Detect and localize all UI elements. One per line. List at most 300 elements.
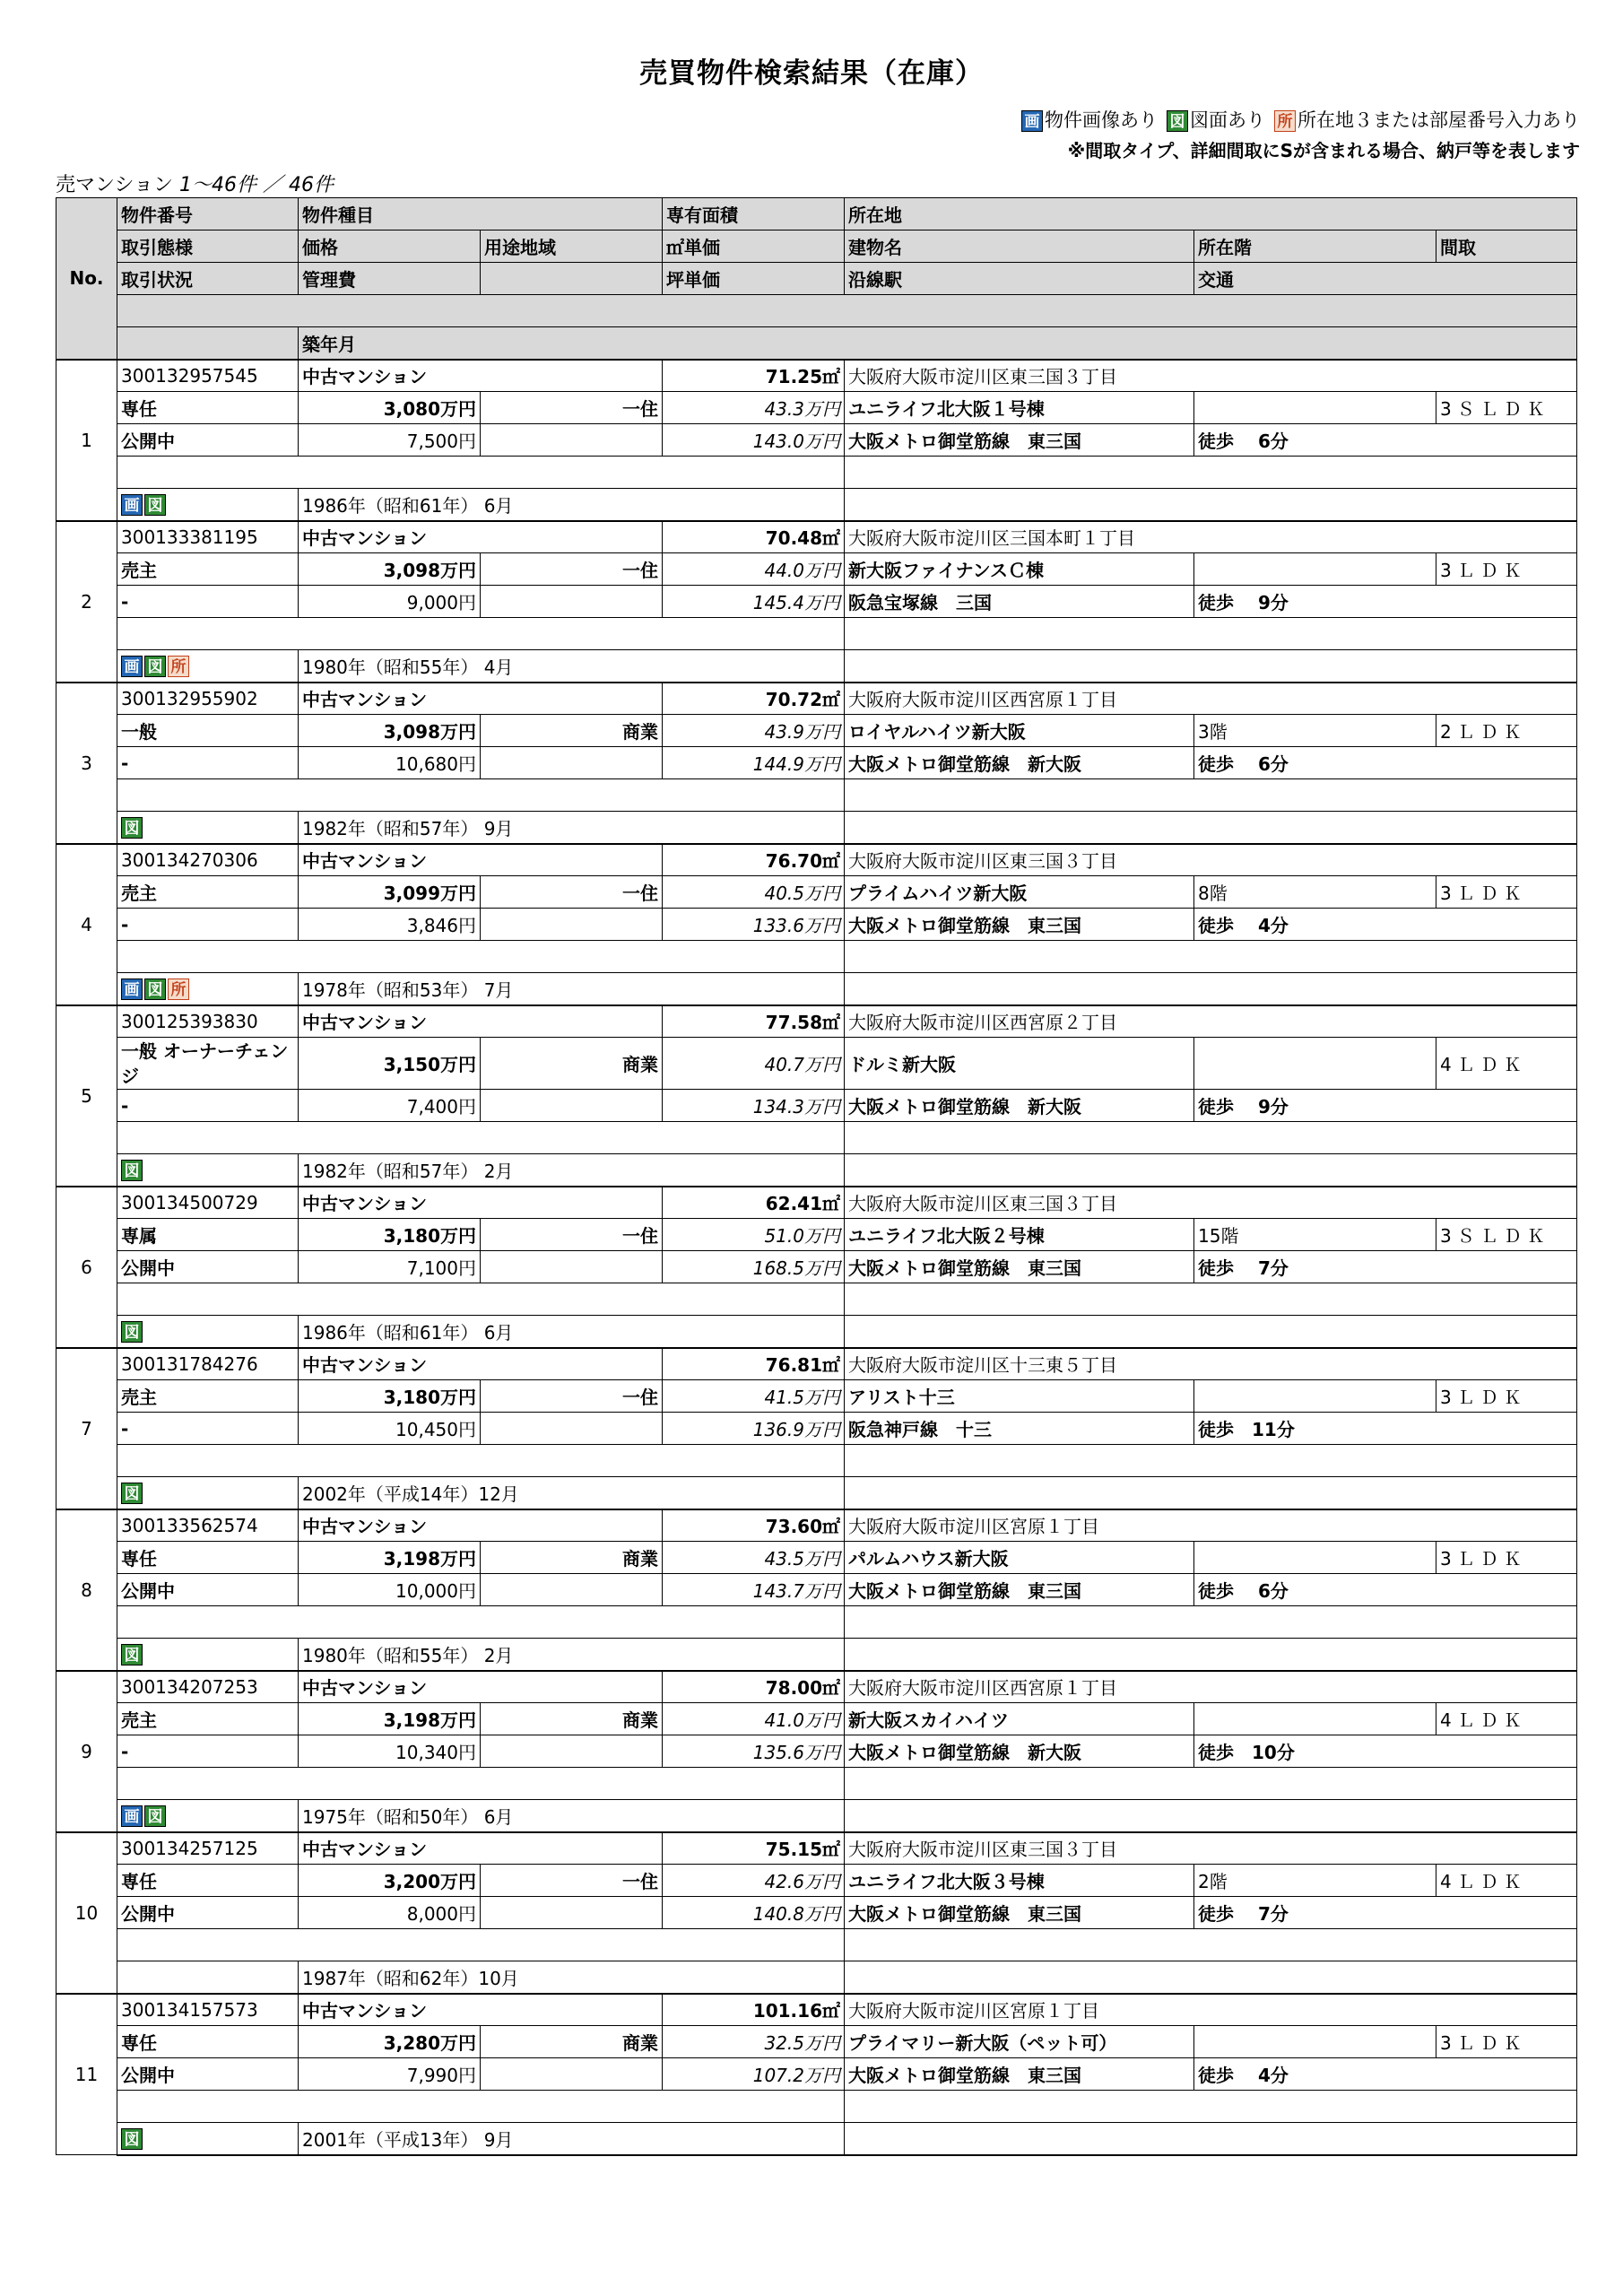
listing-zone: 商業: [481, 1542, 663, 1574]
listing-unit-m2: 43.9万円: [663, 715, 845, 747]
photo-badge-icon: 画: [121, 494, 143, 516]
listing-fee: 7,400円: [299, 1090, 481, 1122]
location-badge-icon: 所: [168, 978, 189, 1000]
listing-fee: 7,500円: [299, 424, 481, 457]
listing-row: [56, 618, 1577, 650]
listing-price: 3,099万円: [299, 876, 481, 909]
listing-built: 1978年（昭和53年） 7月: [299, 973, 845, 1005]
listing-row: [56, 521, 1577, 553]
count-range: 1〜46件 ／ 46件: [179, 174, 334, 196]
listing-badges: [117, 973, 299, 1005]
listing-floor: [1194, 553, 1436, 586]
listing-blank-left: [117, 1122, 845, 1154]
listing-layout: 3ＬＤＫ: [1436, 1380, 1577, 1413]
listing-blank-right: [845, 812, 1577, 844]
listing-blank: [481, 424, 663, 457]
listing-unit-m2: 41.0万円: [663, 1703, 845, 1735]
listing-id: 300132957545: [117, 360, 299, 392]
results-table: [56, 197, 1577, 2156]
listing-layout: 3ＬＤＫ: [1436, 553, 1577, 586]
header-layout: 間取: [1436, 230, 1577, 263]
listing-row: [56, 489, 1577, 521]
listing-access: 徒歩 6分: [1194, 747, 1577, 779]
listing-built: 2002年（平成14年）12月: [299, 1477, 845, 1509]
listing-price: 3,280万円: [299, 2026, 481, 2058]
listing-blank-right: [845, 973, 1577, 1005]
listing-deal: 売主: [117, 553, 299, 586]
listing-unit-tsubo: 143.0万円: [663, 424, 845, 457]
header-deal: 取引態様: [117, 230, 299, 263]
listing-row: [56, 1122, 1577, 1154]
listing-blank-right: [845, 1606, 1577, 1639]
listing-blank: [481, 2058, 663, 2091]
header-building: 建物名: [845, 230, 1194, 263]
listing-unit-tsubo: 143.7万円: [663, 1574, 845, 1606]
listing-id: 300134257125: [117, 1832, 299, 1865]
listing-floor: [1194, 1038, 1436, 1090]
header-fee: 管理費: [299, 263, 481, 295]
listing-building: 新大阪スカイハイツ: [845, 1703, 1194, 1735]
listing-address: 大阪府大阪市淀川区宮原１丁目: [845, 1509, 1577, 1542]
header-address: 所在地: [845, 198, 1577, 230]
listing-line-station: 大阪メトロ御堂筋線 東三国: [845, 1897, 1194, 1929]
page-title: 売買物件検索結果（在庫）: [639, 57, 984, 90]
header-status: 取引状況: [117, 263, 299, 295]
floorplan-badge-icon: 図: [121, 1644, 143, 1665]
listing-price: 3,198万円: [299, 1703, 481, 1735]
header-unit-tsubo: 坪単価: [663, 263, 845, 295]
listing-line-station: 大阪メトロ御堂筋線 新大阪: [845, 1090, 1194, 1122]
listing-area: 71.25㎡: [663, 360, 845, 392]
listing-row: [56, 1445, 1577, 1477]
listing-row: [56, 1348, 1577, 1380]
listing-area: 101.16㎡: [663, 1994, 845, 2026]
header-row-4: [56, 295, 1577, 327]
listing-blank: [481, 1251, 663, 1283]
listing-blank-right: [845, 1477, 1577, 1509]
listing-built: 1982年（昭和57年） 9月: [299, 812, 845, 844]
listing-unit-tsubo: 133.6万円: [663, 909, 845, 941]
listing-row: [56, 1038, 1577, 1090]
listing-row: [56, 715, 1577, 747]
listing-price: 3,180万円: [299, 1380, 481, 1413]
listing-blank-right: [845, 489, 1577, 521]
floorplan-badge-icon: 図: [144, 494, 166, 516]
listing-unit-m2: 32.5万円: [663, 2026, 845, 2058]
listing-status: -: [117, 747, 299, 779]
result-count: [56, 170, 334, 197]
listing-area: 70.48㎡: [663, 521, 845, 553]
listing-no: 3: [56, 683, 117, 844]
listing-id: 300133562574: [117, 1509, 299, 1542]
listing-row: [56, 553, 1577, 586]
listing-address: 大阪府大阪市淀川区東三国３丁目: [845, 1832, 1577, 1865]
listing-kind: 中古マンション: [299, 1994, 663, 2026]
listing-no: 4: [56, 844, 117, 1005]
listing-id: 300125393830: [117, 1005, 299, 1038]
listing-built: 1986年（昭和61年） 6月: [299, 1316, 845, 1348]
listing-blank-left: [117, 1445, 845, 1477]
listing-unit-m2: 43.3万円: [663, 392, 845, 424]
floorplan-badge-icon: 図: [144, 978, 166, 1000]
listing-price: 3,200万円: [299, 1865, 481, 1897]
listing-row: [56, 1154, 1577, 1187]
listing-built: 1975年（昭和50年） 6月: [299, 1800, 845, 1832]
listing-blank: [481, 586, 663, 618]
listing-blank-left: [117, 1283, 845, 1316]
listing-blank-right: [845, 1768, 1577, 1800]
listing-deal: 売主: [117, 876, 299, 909]
listing-unit-m2: 41.5万円: [663, 1380, 845, 1413]
listing-status: 公開中: [117, 1574, 299, 1606]
listing-deal: 専任: [117, 392, 299, 424]
listing-address: 大阪府大阪市淀川区東三国３丁目: [845, 360, 1577, 392]
header-blank: [481, 263, 663, 295]
listing-no: 2: [56, 521, 117, 683]
listing-unit-m2: 44.0万円: [663, 553, 845, 586]
legend: [1021, 106, 1580, 133]
listing-kind: 中古マンション: [299, 360, 663, 392]
listing-status: -: [117, 1413, 299, 1445]
listing-price: 3,150万円: [299, 1038, 481, 1090]
listing-deal: 一般: [117, 715, 299, 747]
listing-no: 8: [56, 1509, 117, 1671]
listing-zone: 商業: [481, 2026, 663, 2058]
listing-row: [56, 812, 1577, 844]
listing-zone: 一住: [481, 1865, 663, 1897]
listing-badges: [117, 1477, 299, 1509]
listing-status: 公開中: [117, 1897, 299, 1929]
listing-deal: 専任: [117, 1865, 299, 1897]
listing-status: -: [117, 1090, 299, 1122]
listing-blank-right: [845, 941, 1577, 973]
listing-building: プライマリー新大阪（ペット可）: [845, 2026, 1194, 2058]
listing-line-station: 大阪メトロ御堂筋線 東三国: [845, 909, 1194, 941]
listing-building: 新大阪ファイナンスＣ棟: [845, 553, 1194, 586]
listing-line-station: 阪急宝塚線 三国: [845, 586, 1194, 618]
listing-access: 徒歩 4分: [1194, 909, 1577, 941]
listing-unit-m2: 40.7万円: [663, 1038, 845, 1090]
listing-address: 大阪府大阪市淀川区三国本町１丁目: [845, 521, 1577, 553]
listing-address: 大阪府大阪市淀川区宮原１丁目: [845, 1994, 1577, 2026]
header-price: 価格: [299, 230, 481, 263]
listing-badges: [117, 1316, 299, 1348]
listing-access: 徒歩 9分: [1194, 1090, 1577, 1122]
floorplan-badge-icon: 図: [121, 2128, 143, 2150]
listing-price: 3,098万円: [299, 715, 481, 747]
listing-fee: 3,846円: [299, 909, 481, 941]
listing-unit-m2: 42.6万円: [663, 1865, 845, 1897]
listing-deal: 専任: [117, 2026, 299, 2058]
listing-row: [56, 424, 1577, 457]
listing-row: [56, 973, 1577, 1005]
listing-building: プライムハイツ新大阪: [845, 876, 1194, 909]
listing-built: 1980年（昭和55年） 2月: [299, 1639, 845, 1671]
listing-fee: 10,000円: [299, 1574, 481, 1606]
listing-kind: 中古マンション: [299, 1187, 663, 1219]
listing-layout: 3ＳＬＤＫ: [1436, 392, 1577, 424]
listing-access: 徒歩 6分: [1194, 424, 1577, 457]
listing-fee: 7,100円: [299, 1251, 481, 1283]
listing-line-station: 大阪メトロ御堂筋線 東三国: [845, 2058, 1194, 2091]
listing-no: 7: [56, 1348, 117, 1509]
listing-row: [56, 1574, 1577, 1606]
listing-price: 3,098万円: [299, 553, 481, 586]
results-body: [56, 360, 1577, 2155]
listing-row: [56, 2058, 1577, 2091]
listing-building: パルムハウス新大阪: [845, 1542, 1194, 1574]
legend-location-label: 所在地３または部屋番号入力あり: [1298, 109, 1580, 131]
header-row-3: [56, 263, 1577, 295]
listing-floor: 15階: [1194, 1219, 1436, 1251]
listing-access: 徒歩 7分: [1194, 1897, 1577, 1929]
listing-floor: 2階: [1194, 1865, 1436, 1897]
listing-no: 5: [56, 1005, 117, 1187]
listing-address: 大阪府大阪市淀川区十三東５丁目: [845, 1348, 1577, 1380]
listing-row: [56, 1961, 1577, 1994]
listing-building: ユニライフ北大阪３号棟: [845, 1865, 1194, 1897]
listing-building: ユニライフ北大阪１号棟: [845, 392, 1194, 424]
listing-layout: 4ＬＤＫ: [1436, 1865, 1577, 1897]
listing-line-station: 大阪メトロ御堂筋線 東三国: [845, 1574, 1194, 1606]
listing-blank: [481, 1090, 663, 1122]
listing-row: [56, 1477, 1577, 1509]
listing-access: 徒歩 11分: [1194, 1413, 1577, 1445]
listing-blank-right: [845, 457, 1577, 489]
listing-floor: [1194, 392, 1436, 424]
listing-layout: 4ＬＤＫ: [1436, 1703, 1577, 1735]
header-id: 物件番号: [117, 198, 299, 230]
listing-blank-right: [845, 1445, 1577, 1477]
listing-kind: 中古マンション: [299, 1509, 663, 1542]
listing-status: -: [117, 586, 299, 618]
listing-price: 3,198万円: [299, 1542, 481, 1574]
listing-status: 公開中: [117, 2058, 299, 2091]
listing-access: 徒歩 7分: [1194, 1251, 1577, 1283]
layout-note: ※間取タイプ、詳細間取にSが含まれる場合、納戸等を表します: [1067, 140, 1580, 161]
photo-badge-icon: 画: [1021, 110, 1043, 132]
listing-kind: 中古マンション: [299, 1832, 663, 1865]
listing-blank-left: [117, 2091, 845, 2123]
listing-blank-left: [117, 1929, 845, 1961]
listing-row: [56, 1187, 1577, 1219]
listing-row: [56, 844, 1577, 876]
listing-zone: 一住: [481, 876, 663, 909]
listing-blank-left: [117, 779, 845, 812]
listing-area: 76.81㎡: [663, 1348, 845, 1380]
listing-address: 大阪府大阪市淀川区東三国３丁目: [845, 1187, 1577, 1219]
listing-built: 1980年（昭和55年） 4月: [299, 650, 845, 683]
listing-blank-right: [845, 2091, 1577, 2123]
header-blank-row: [117, 295, 1577, 327]
listing-blank-right: [845, 779, 1577, 812]
listing-building: アリスト十三: [845, 1380, 1194, 1413]
listing-address: 大阪府大阪市淀川区西宮原１丁目: [845, 683, 1577, 715]
listing-line-station: 大阪メトロ御堂筋線 東三国: [845, 424, 1194, 457]
listing-blank: [481, 1897, 663, 1929]
legend-image-label: 物件画像あり: [1045, 109, 1158, 131]
listing-area: 70.72㎡: [663, 683, 845, 715]
listing-kind: 中古マンション: [299, 683, 663, 715]
listing-address: 大阪府大阪市淀川区東三国３丁目: [845, 844, 1577, 876]
photo-badge-icon: 画: [121, 1805, 143, 1827]
listing-blank: [481, 747, 663, 779]
listing-unit-tsubo: 145.4万円: [663, 586, 845, 618]
listing-blank-right: [845, 1929, 1577, 1961]
listing-building: ユニライフ北大阪２号棟: [845, 1219, 1194, 1251]
listing-unit-tsubo: 135.6万円: [663, 1735, 845, 1768]
listing-deal: 売主: [117, 1380, 299, 1413]
listing-row: [56, 1800, 1577, 1832]
listing-row: [56, 1219, 1577, 1251]
listing-badges: [117, 812, 299, 844]
listing-status: -: [117, 1735, 299, 1768]
location-badge-icon: 所: [168, 656, 189, 677]
listing-zone: 一住: [481, 553, 663, 586]
listing-blank-left: [117, 618, 845, 650]
listing-fee: 7,990円: [299, 2058, 481, 2091]
header-access: 交通: [1194, 263, 1577, 295]
listing-row: [56, 1005, 1577, 1038]
listing-badges: [117, 489, 299, 521]
listing-row: [56, 1994, 1577, 2026]
listing-status: 公開中: [117, 424, 299, 457]
listing-access: 徒歩 10分: [1194, 1735, 1577, 1768]
legend-plan-label: 図面あり: [1190, 109, 1265, 131]
listing-deal: 専属: [117, 1219, 299, 1251]
floorplan-badge-icon: 図: [144, 1805, 166, 1827]
listing-row: [56, 1897, 1577, 1929]
listing-row: [56, 1606, 1577, 1639]
location-badge-icon: 所: [1274, 110, 1296, 132]
listing-access: 徒歩 9分: [1194, 586, 1577, 618]
listing-row: [56, 1542, 1577, 1574]
listing-row: [56, 360, 1577, 392]
listing-zone: 商業: [481, 715, 663, 747]
listing-row: [56, 683, 1577, 715]
listing-area: 62.41㎡: [663, 1187, 845, 1219]
listing-unit-tsubo: 134.3万円: [663, 1090, 845, 1122]
listing-blank-left: [117, 1606, 845, 1639]
listing-kind: 中古マンション: [299, 521, 663, 553]
listing-unit-m2: 43.5万円: [663, 1542, 845, 1574]
listing-deal: 売主: [117, 1703, 299, 1735]
listing-row: [56, 1316, 1577, 1348]
listing-layout: 4ＬＤＫ: [1436, 1038, 1577, 1090]
header-zone: 用途地域: [481, 230, 663, 263]
listing-fee: 10,340円: [299, 1735, 481, 1768]
listing-badges: [117, 1639, 299, 1671]
listing-blank-right: [845, 1316, 1577, 1348]
listing-kind: 中古マンション: [299, 1005, 663, 1038]
listing-unit-tsubo: 168.5万円: [663, 1251, 845, 1283]
listing-id: 300132955902: [117, 683, 299, 715]
listing-row: [56, 1509, 1577, 1542]
listing-row: [56, 1865, 1577, 1897]
listing-address: 大阪府大阪市淀川区西宮原２丁目: [845, 1005, 1577, 1038]
listing-blank: [481, 909, 663, 941]
listing-row: [56, 457, 1577, 489]
count-prefix: 売マンション: [56, 174, 174, 196]
listing-price: 3,080万円: [299, 392, 481, 424]
listing-floor: 8階: [1194, 876, 1436, 909]
listing-row: [56, 1090, 1577, 1122]
listing-row: [56, 1380, 1577, 1413]
header-unit-m2: ㎡単価: [663, 230, 845, 263]
listing-blank-right: [845, 618, 1577, 650]
listing-row: [56, 586, 1577, 618]
listing-floor: [1194, 2026, 1436, 2058]
header-line-station: 沿線駅: [845, 263, 1194, 295]
listing-no: 9: [56, 1671, 117, 1832]
listing-status: 公開中: [117, 1251, 299, 1283]
legend-location: [1274, 106, 1580, 133]
listing-badges: [117, 1154, 299, 1187]
listing-unit-m2: 51.0万円: [663, 1219, 845, 1251]
listing-blank-right: [845, 1122, 1577, 1154]
floorplan-badge-icon: 図: [144, 656, 166, 677]
listing-area: 77.58㎡: [663, 1005, 845, 1038]
listing-floor: [1194, 1542, 1436, 1574]
listing-id: 300134500729: [117, 1187, 299, 1219]
listing-row: [56, 1832, 1577, 1865]
listing-blank-left: [117, 457, 845, 489]
listing-zone: 一住: [481, 1380, 663, 1413]
listing-row: [56, 1251, 1577, 1283]
listing-status: -: [117, 909, 299, 941]
listing-fee: 8,000円: [299, 1897, 481, 1929]
listing-badges: [117, 2123, 299, 2155]
listing-blank-left: [117, 1768, 845, 1800]
listing-area: 73.60㎡: [663, 1509, 845, 1542]
listing-kind: 中古マンション: [299, 1348, 663, 1380]
listing-no: 1: [56, 360, 117, 521]
listing-zone: 一住: [481, 392, 663, 424]
listing-row: [56, 1283, 1577, 1316]
listing-row: [56, 1735, 1577, 1768]
listing-badges: [117, 1961, 299, 1994]
listing-row: [56, 1639, 1577, 1671]
listing-row: [56, 2123, 1577, 2155]
floorplan-badge-icon: 図: [1167, 110, 1188, 132]
listing-no: 11: [56, 1994, 117, 2155]
listing-deal: 専任: [117, 1542, 299, 1574]
floorplan-badge-icon: 図: [121, 1321, 143, 1343]
floorplan-badge-icon: 図: [121, 1160, 143, 1181]
listing-price: 3,180万円: [299, 1219, 481, 1251]
listing-access: 徒歩 6分: [1194, 1574, 1577, 1606]
listing-blank-right: [845, 2123, 1577, 2155]
listing-blank-right: [845, 1639, 1577, 1671]
header-no: No.: [56, 198, 117, 360]
listing-fee: 9,000円: [299, 586, 481, 618]
listing-unit-tsubo: 136.9万円: [663, 1413, 845, 1445]
listing-no: 10: [56, 1832, 117, 1994]
listing-blank-right: [845, 1800, 1577, 1832]
header-row-5: [56, 327, 1577, 360]
listing-layout: 3ＬＤＫ: [1436, 876, 1577, 909]
listing-blank: [481, 1413, 663, 1445]
legend-plan: [1167, 106, 1265, 133]
listing-blank-right: [845, 650, 1577, 683]
listing-unit-tsubo: 140.8万円: [663, 1897, 845, 1929]
listing-area: 75.15㎡: [663, 1832, 845, 1865]
listing-deal: 一般 オーナーチェンジ: [117, 1038, 299, 1090]
listing-floor: [1194, 1703, 1436, 1735]
listing-kind: 中古マンション: [299, 1671, 663, 1703]
listing-built: 1982年（昭和57年） 2月: [299, 1154, 845, 1187]
listing-fee: 10,680円: [299, 747, 481, 779]
